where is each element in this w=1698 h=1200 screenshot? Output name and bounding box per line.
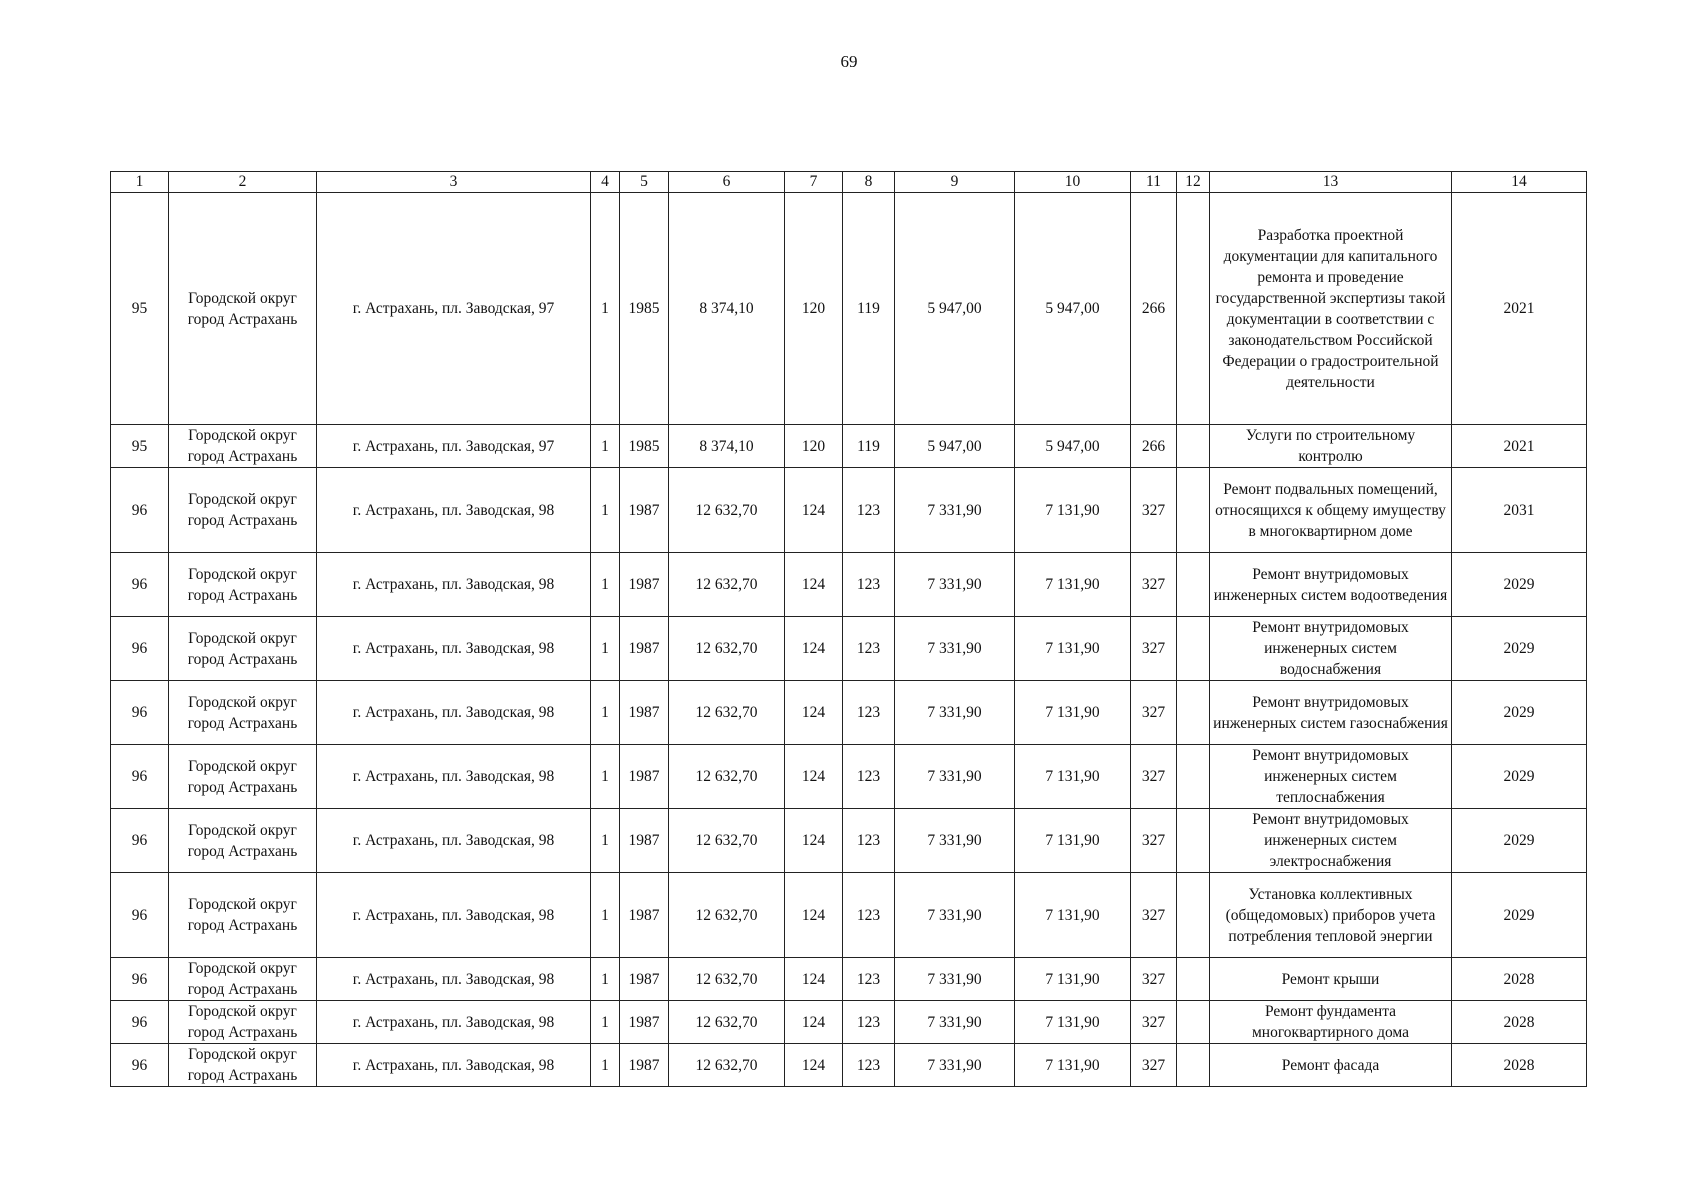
col4-cell: 1 [591,425,620,468]
table-row [111,1044,1587,1087]
col12-cell [1177,193,1210,425]
col4-cell: 1 [591,617,620,681]
col10-cell: 7 131,90 [1015,617,1131,681]
row-number-cell: 96 [111,617,169,681]
row-number-cell: 96 [111,468,169,553]
planned-year-cell: 2029 [1452,553,1587,617]
col10-cell: 7 131,90 [1015,1001,1131,1044]
col10-cell: 7 131,90 [1015,1044,1131,1087]
col7-cell: 124 [785,617,843,681]
planned-year-cell: 2021 [1452,193,1587,425]
header-row [111,172,1587,193]
col9-cell: 7 331,90 [895,873,1015,958]
col10-cell: 5 947,00 [1015,193,1131,425]
year-cell: 1987 [620,1044,669,1087]
planned-year-cell: 2029 [1452,617,1587,681]
column-header: 13 [1210,172,1452,193]
table-row [111,958,1587,1001]
column-header: 11 [1131,172,1177,193]
address-cell: г. Астрахань, пл. Заводская, 98 [317,468,591,553]
table-body [111,193,1587,1087]
planned-year-cell: 2029 [1452,681,1587,745]
year-cell: 1985 [620,425,669,468]
address-cell: г. Астрахань, пл. Заводская, 98 [317,617,591,681]
year-cell: 1987 [620,745,669,809]
column-header: 7 [785,172,843,193]
work-type-cell: Ремонт внутридомовых инженерных систем газоснабжения [1210,681,1452,745]
col12-cell [1177,1044,1210,1087]
residents-cell: 327 [1131,809,1177,873]
col12-cell [1177,873,1210,958]
col9-cell: 7 331,90 [895,745,1015,809]
row-number-cell: 96 [111,1044,169,1087]
year-cell: 1987 [620,873,669,958]
col4-cell: 1 [591,745,620,809]
col8-cell: 123 [843,553,895,617]
column-header: 10 [1015,172,1131,193]
total-area-cell: 12 632,70 [669,1044,785,1087]
col9-cell: 7 331,90 [895,1001,1015,1044]
col7-cell: 124 [785,809,843,873]
planned-year-cell: 2031 [1452,468,1587,553]
row-number-cell: 95 [111,193,169,425]
col12-cell [1177,468,1210,553]
col4-cell: 1 [591,1044,620,1087]
col10-cell: 7 131,90 [1015,681,1131,745]
column-header: 14 [1452,172,1587,193]
row-number-cell: 96 [111,958,169,1001]
work-type-cell: Ремонт внутридомовых инженерных систем теплоснабжения [1210,745,1452,809]
column-header: 8 [843,172,895,193]
col12-cell [1177,553,1210,617]
col9-cell: 5 947,00 [895,193,1015,425]
planned-year-cell: 2029 [1452,873,1587,958]
municipality-cell: Городской округ город Астрахань [169,617,317,681]
col4-cell: 1 [591,553,620,617]
municipality-cell: Городской округ город Астрахань [169,425,317,468]
total-area-cell: 12 632,70 [669,681,785,745]
col8-cell: 123 [843,873,895,958]
column-header: 6 [669,172,785,193]
col9-cell: 7 331,90 [895,958,1015,1001]
work-type-cell: Ремонт внутридомовых инженерных систем водоотведения [1210,553,1452,617]
year-cell: 1987 [620,1001,669,1044]
col8-cell: 119 [843,425,895,468]
row-number-cell: 96 [111,1001,169,1044]
address-cell: г. Астрахань, пл. Заводская, 97 [317,425,591,468]
row-number-cell: 96 [111,553,169,617]
table-row [111,617,1587,681]
total-area-cell: 12 632,70 [669,1001,785,1044]
work-type-cell: Ремонт фундамента многоквартирного дома [1210,1001,1452,1044]
address-cell: г. Астрахань, пл. Заводская, 98 [317,745,591,809]
col4-cell: 1 [591,958,620,1001]
col8-cell: 119 [843,193,895,425]
year-cell: 1987 [620,553,669,617]
year-cell: 1987 [620,468,669,553]
year-cell: 1987 [620,958,669,1001]
column-header: 1 [111,172,169,193]
table-row [111,745,1587,809]
address-cell: г. Астрахань, пл. Заводская, 98 [317,553,591,617]
total-area-cell: 12 632,70 [669,617,785,681]
column-header: 12 [1177,172,1210,193]
planned-year-cell: 2029 [1452,745,1587,809]
municipality-cell: Городской округ город Астрахань [169,193,317,425]
planned-year-cell: 2028 [1452,958,1587,1001]
municipality-cell: Городской округ город Астрахань [169,809,317,873]
col12-cell [1177,425,1210,468]
column-header: 2 [169,172,317,193]
col12-cell [1177,681,1210,745]
column-header: 4 [591,172,620,193]
work-type-cell: Ремонт крыши [1210,958,1452,1001]
col10-cell: 7 131,90 [1015,553,1131,617]
row-number-cell: 96 [111,809,169,873]
col4-cell: 1 [591,468,620,553]
col8-cell: 123 [843,617,895,681]
residents-cell: 327 [1131,1001,1177,1044]
table-row [111,681,1587,745]
column-header: 5 [620,172,669,193]
table-row [111,193,1587,425]
address-cell: г. Астрахань, пл. Заводская, 98 [317,958,591,1001]
total-area-cell: 8 374,10 [669,425,785,468]
col7-cell: 124 [785,681,843,745]
col4-cell: 1 [591,1001,620,1044]
col9-cell: 7 331,90 [895,809,1015,873]
total-area-cell: 12 632,70 [669,958,785,1001]
year-cell: 1987 [620,617,669,681]
table-row [111,873,1587,958]
col10-cell: 5 947,00 [1015,425,1131,468]
residents-cell: 266 [1131,425,1177,468]
planned-year-cell: 2028 [1452,1001,1587,1044]
col4-cell: 1 [591,193,620,425]
work-type-cell: Разработка проектной документации для капитального ремонта и проведение государственной экспертизы такой документации в соответствии с законодательством Российской Федерации о градостроительной деятельности [1210,193,1452,425]
col9-cell: 5 947,00 [895,425,1015,468]
col9-cell: 7 331,90 [895,468,1015,553]
residents-cell: 327 [1131,617,1177,681]
table-row [111,468,1587,553]
municipality-cell: Городской округ город Астрахань [169,873,317,958]
municipality-cell: Городской округ город Астрахань [169,553,317,617]
year-cell: 1985 [620,193,669,425]
col9-cell: 7 331,90 [895,681,1015,745]
col10-cell: 7 131,90 [1015,468,1131,553]
col7-cell: 124 [785,1044,843,1087]
work-type-cell: Ремонт фасада [1210,1044,1452,1087]
residents-cell: 327 [1131,553,1177,617]
year-cell: 1987 [620,809,669,873]
work-type-cell: Услуги по строительному контролю [1210,425,1452,468]
total-area-cell: 8 374,10 [669,193,785,425]
col4-cell: 1 [591,809,620,873]
residents-cell: 327 [1131,873,1177,958]
planned-year-cell: 2029 [1452,809,1587,873]
address-cell: г. Астрахань, пл. Заводская, 98 [317,1044,591,1087]
municipality-cell: Городской округ город Астрахань [169,681,317,745]
repair-schedule-table [110,171,1587,1087]
municipality-cell: Городской округ город Астрахань [169,958,317,1001]
col9-cell: 7 331,90 [895,553,1015,617]
col12-cell [1177,1001,1210,1044]
planned-year-cell: 2021 [1452,425,1587,468]
col9-cell: 7 331,90 [895,1044,1015,1087]
col7-cell: 120 [785,193,843,425]
col7-cell: 124 [785,873,843,958]
residents-cell: 327 [1131,745,1177,809]
table-row [111,425,1587,468]
col7-cell: 124 [785,1001,843,1044]
row-number-cell: 95 [111,425,169,468]
address-cell: г. Астрахань, пл. Заводская, 98 [317,1001,591,1044]
residents-cell: 327 [1131,468,1177,553]
col12-cell [1177,617,1210,681]
table-row [111,809,1587,873]
planned-year-cell: 2028 [1452,1044,1587,1087]
table-header [111,172,1587,193]
year-cell: 1987 [620,681,669,745]
col8-cell: 123 [843,958,895,1001]
col10-cell: 7 131,90 [1015,745,1131,809]
column-header: 3 [317,172,591,193]
col7-cell: 124 [785,553,843,617]
municipality-cell: Городской округ город Астрахань [169,745,317,809]
total-area-cell: 12 632,70 [669,873,785,958]
col4-cell: 1 [591,873,620,958]
col10-cell: 7 131,90 [1015,873,1131,958]
work-type-cell: Установка коллективных (общедомовых) приборов учета потребления тепловой энергии [1210,873,1452,958]
address-cell: г. Астрахань, пл. Заводская, 98 [317,809,591,873]
municipality-cell: Городской округ город Астрахань [169,468,317,553]
col12-cell [1177,745,1210,809]
col7-cell: 124 [785,745,843,809]
residents-cell: 266 [1131,193,1177,425]
table-row [111,1001,1587,1044]
col8-cell: 123 [843,1044,895,1087]
page-number: 69 [840,52,858,71]
col12-cell [1177,809,1210,873]
address-cell: г. Астрахань, пл. Заводская, 98 [317,873,591,958]
column-header: 9 [895,172,1015,193]
col8-cell: 123 [843,681,895,745]
col8-cell: 123 [843,745,895,809]
col10-cell: 7 131,90 [1015,809,1131,873]
row-number-cell: 96 [111,873,169,958]
municipality-cell: Городской округ город Астрахань [169,1001,317,1044]
residents-cell: 327 [1131,681,1177,745]
row-number-cell: 96 [111,681,169,745]
total-area-cell: 12 632,70 [669,745,785,809]
work-type-cell: Ремонт подвальных помещений, относящихся к общему имуществу в многоквартирном доме [1210,468,1452,553]
total-area-cell: 12 632,70 [669,468,785,553]
work-type-cell: Ремонт внутридомовых инженерных систем водоснабжения [1210,617,1452,681]
address-cell: г. Астрахань, пл. Заводская, 98 [317,681,591,745]
col4-cell: 1 [591,681,620,745]
total-area-cell: 12 632,70 [669,553,785,617]
row-number-cell: 96 [111,745,169,809]
address-cell: г. Астрахань, пл. Заводская, 97 [317,193,591,425]
work-type-cell: Ремонт внутридомовых инженерных систем электроснабжения [1210,809,1452,873]
col8-cell: 123 [843,1001,895,1044]
residents-cell: 327 [1131,958,1177,1001]
table-row [111,553,1587,617]
col7-cell: 120 [785,425,843,468]
municipality-cell: Городской округ город Астрахань [169,1044,317,1087]
col8-cell: 123 [843,468,895,553]
residents-cell: 327 [1131,1044,1177,1087]
total-area-cell: 12 632,70 [669,809,785,873]
col7-cell: 124 [785,468,843,553]
col9-cell: 7 331,90 [895,617,1015,681]
col12-cell [1177,958,1210,1001]
col7-cell: 124 [785,958,843,1001]
col10-cell: 7 131,90 [1015,958,1131,1001]
col8-cell: 123 [843,809,895,873]
